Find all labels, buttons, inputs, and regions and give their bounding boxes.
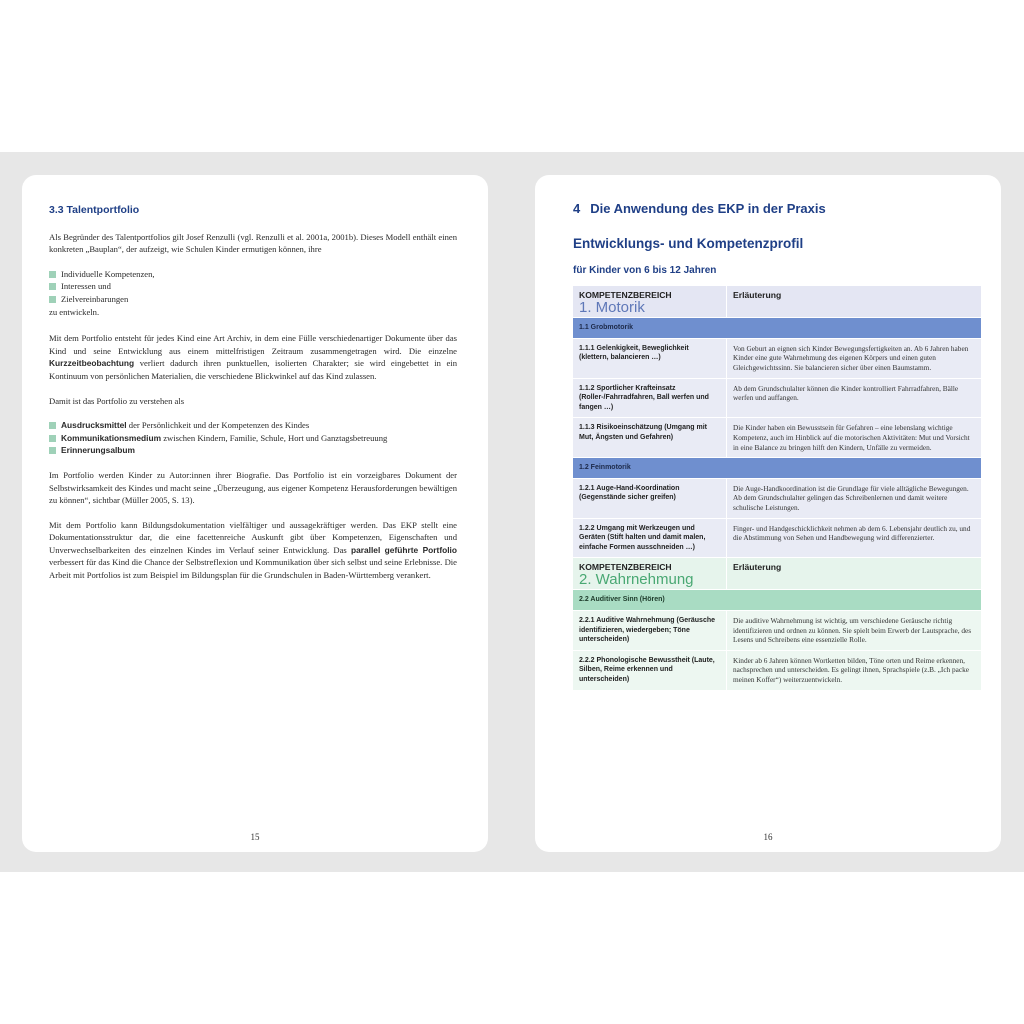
- wahrnehmung-table: [573, 558, 981, 690]
- table-header-row: [573, 286, 981, 318]
- intro-paragraph: Als Begründer des Talentportfolios gilt Josef Renzulli (vgl. Renzulli et al. 2001a, 2001b). Dieses Modell enthält einen konkreten „Bauplan“, der aufzeigt, wie Schulen Kinder ermutigen können, ihre: [49, 231, 457, 255]
- portfolio-roles-list: [49, 419, 457, 457]
- bold-term: Kurzzeitbeobachtung: [49, 358, 135, 369]
- bold-term: parallel geführte Portfolio: [350, 544, 457, 555]
- kompetenzbereich-label: KOMPETENZBEREICH: [579, 562, 672, 573]
- bullet-square-icon: [49, 447, 56, 454]
- profile-subheading: für Kinder von 6 bis 12 Jahren: [573, 265, 717, 276]
- list-item: Kommunikationsmedium zwischen Kindern, Familie, Schule, Hort und Ganztagsbetreuung: [49, 432, 457, 445]
- bullet-square-icon: [49, 422, 56, 429]
- page-number: 16: [763, 832, 773, 842]
- section-header-row: 2.2 Auditiver Sinn (Hören): [573, 590, 981, 611]
- table-row: 1.1.2 Sportlicher Krafteinsatz (Roller-/Fahrradfahren, Ball werfen und fangen …) Ab dem Grundschulalter können die Kinder kontrolliert Fahrradfahren, Bälle werfen und auffangen.: [573, 378, 981, 418]
- kompetenzbereich-name: 2. Wahrnehmung: [579, 570, 694, 588]
- chapter-title: 4 Die Anwendung des EKP in der Praxis: [573, 201, 826, 216]
- motorik-table: [573, 286, 981, 558]
- bullet-square-icon: [49, 435, 56, 442]
- archive-paragraph: Mit dem Portfolio entsteht für jedes Kind eine Art Archiv, in dem eine Fülle verschiedenartiger Dokumente über das Kind und seine Entwicklung aus einem mittelfristigen Zeitraum zusammengetragen wird. Die einzelne Kurzzeitbeobachtung verliert dadurch ihren punktuellen, isolierten Charakter; sie wird eingebettet in ein Kontinuum von persönlichen Materialien, die verschiedene Blickwinkel auf das Kind zulassen.: [49, 333, 457, 381]
- profile-heading: Entwicklungs- und Kompetenzprofil: [573, 236, 804, 251]
- kompetenzbereich-label: KOMPETENZBEREICH: [579, 290, 672, 300]
- section-header-row: 1.1 Grobmotorik: [573, 318, 981, 339]
- section-title: 3.3 Talentportfolio: [49, 204, 140, 216]
- right-page-content: [573, 201, 981, 691]
- documentation-paragraph: Mit dem Portfolio kann Bildungsdokumentation vielfältiger und aussagekräftiger werden. Das EKP stellt eine Dokumentationsstruktur dar, die eine facettenreiche Auskunft gibt über Kompetenzen, Eigenschaften und Unverwechselbarkeiten des einzelnen Kindes im Verlauf seiner Entwicklung. Das parallel geführte Portfolio verbessert für das Kind die Chance der Selbstreflexion und Kommunikation über sich selbst und seine Erlebnisse. Die Arbeit mit Portfolios ist zum Beispiel im Bildungsplan für die Grundschulen in Baden-Württemberg verankert.: [49, 519, 457, 581]
- bullet-square-icon: [49, 283, 56, 290]
- goals-list: [49, 268, 457, 306]
- list-item: Zielvereinbarungen: [49, 293, 457, 306]
- authorship-paragraph: Im Portfolio werden Kinder zu Autor:innen ihrer Biografie. Das Portfolio ist ein vorzeigbares Dokument der Selbstwirksamkeit des Kindes und macht seine „Überzeugung, aus eigener Kompetenz Herausforderungen bewältigen zu können“, sichtbar (Müller 2005, S. 13).: [49, 469, 457, 506]
- list-continuation: zu entwickeln.: [49, 306, 100, 317]
- list-item: Interessen und: [49, 280, 457, 293]
- section-header-row: 1.2 Feinmotorik: [573, 458, 981, 479]
- list-item: Ausdrucksmittel der Persönlichkeit und der Kompetenzen des Kindes: [49, 419, 457, 432]
- column-header: Erläuterung: [733, 290, 782, 300]
- kompetenzbereich-name: 1. Motorik: [579, 298, 645, 316]
- page-number: 15: [250, 832, 260, 842]
- table-row: 1.1.1 Gelenkigkeit, Beweglichkeit (klettern, balancieren …) Von Geburt an eignen sich Kinder Bewegungsfertigkeiten an. Ab 6 Jahren haben Kinder eine gute Wahrnehmung des eigenen Körpers und einen guten Gleichgewichtssinn. Sie balancieren sicher über einen Baumstamm.: [573, 338, 981, 378]
- table-row: 1.2.2 Umgang mit Werkzeugen und Geräten (Stift halten und damit malen, einfache Formen ausschneiden …) Finger- und Handgeschicklichkeit nehmen ab dem 6. Lebensjahr deutlich zu, und die Abstimmung von Sehen und Handbewegung wird differenzierter.: [573, 518, 981, 558]
- table-row: 1.2.1 Auge-Hand-Koordination (Gegenstände sicher greifen) Die Auge-Handkoordination ist die Grundlage für viele alltägliche Bewegungen. Ab dem Grundschulalter gelingen das Schreibenlernen und damit weitere schulische Leistungen.: [573, 478, 981, 518]
- list-item: Erinnerungsalbum: [49, 444, 457, 457]
- right-page: [535, 175, 1001, 852]
- list-item: Individuelle Kompetenzen,: [49, 268, 457, 281]
- table-row: 2.2.2 Phonologische Bewusstheit (Laute, Silben, Reime erkennen und unterscheiden) Kinder ab 6 Jahren können Wortketten bilden, Töne orten und Reime erkennen, nachsprechen und unterscheiden. Es gelingt ihnen, Sprachspiele (z.B. „Ich packe meinen Koffer“) weiterzuentwickeln.: [573, 650, 981, 690]
- left-page-content: [49, 204, 457, 594]
- bullet-square-icon: [49, 271, 56, 278]
- table-row: 2.2.1 Auditive Wahrnehmung (Geräusche identifizieren, wiedergeben; Töne unterscheiden) Die auditive Wahrnehmung ist wichtig, um verschiedene Geräusche richtig identifizieren und ordnen zu können. Sie spielt beim Erwerb der Lautsprache, des Lesens und Schreibens eine essenzielle Rolle.: [573, 611, 981, 651]
- bullet-square-icon: [49, 296, 56, 303]
- table-row: 1.1.3 Risikoeinschätzung (Umgang mit Mut, Ängsten und Gefahren) Die Kinder haben ein Bewusstsein für Gefahren – eine lebenslang wichtige Kompetenz, auch im Hinblick auf die motorischen Aktivitäten: Mut und Vorsicht in eine Balance zu bringen hilft den Kindern, Unfälle zu vermeiden.: [573, 418, 981, 458]
- left-page: [22, 175, 488, 852]
- table-header-row: [573, 558, 981, 590]
- column-header: Erläuterung: [733, 562, 782, 573]
- portfolio-as-paragraph: Damit ist das Portfolio zu verstehen als: [49, 395, 185, 406]
